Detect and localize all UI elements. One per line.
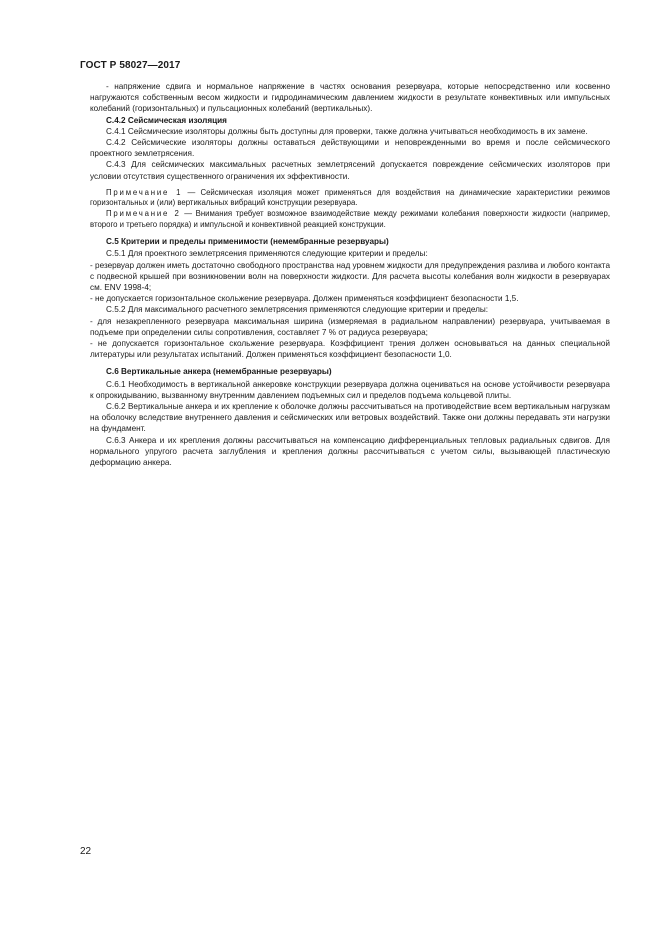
section-heading-c5: С.5 Критерии и пределы применимости (немембранные резервуары) (106, 237, 389, 247)
page-number: 22 (80, 846, 92, 857)
paragraph-c422: С.4.2 Сейсмические изоляторы должны оставаться действующими и неповрежденными во время и после сейсмического проектного землетрясения. (90, 138, 610, 159)
paragraph-c51-item-a: - резервуар должен иметь достаточно свободного пространства над уровнем жидкости для предупреждения разлива и любого контакта с подвесной крышей при возникновении волн на поверхности жидкости. Для расчета высоты колебания волн жидкости в резервуарах см. ENV 1998-4; (90, 260, 610, 293)
paragraph-c52-item-b: - не допускается горизонтальное скольжение резервуара. Коэффициент трения должен основываться на данных специальной литературы или результатах испытаний. Должен применяться коэффициент безопасности 1,0. (90, 339, 610, 360)
paragraph-c421: С.4.1 Сейсмические изоляторы должны быть доступны для проверки, также должна учитываться необходимость в их замене. (106, 126, 588, 136)
paragraph-c51-item-b: - не допускается горизонтальное скольжение резервуара. Должен применяться коэффициент безопасности 1,5. (90, 294, 519, 304)
note-1-label: Примечание 1 (106, 187, 183, 197)
note-1-text: — Сейсмическая изоляция может применяться для воздействия на динамические характеристики режимов горизонтальных и (или) вертикальных вибраций конструкции резервуара. (90, 187, 610, 208)
paragraph-c51: С.5.1 Для проектного землетрясения применяются следующие критерии и пределы: (106, 249, 428, 259)
section-heading-c6: С.6 Вертикальные анкера (немембранные резервуары) (106, 367, 332, 377)
paragraph-intro: - напряжение сдвига и нормальное напряжение в частях основания резервуара, которые непосредственно или косвенно нагружаются собственным весом жидкости и гидродинамическим давлением жидкости в результате конвективных или импульсных колебаний (горизонтальных) и пульсационных колебаний (вертикальных). (90, 82, 610, 114)
note-2-text: — Внимания требует возможное взаимодействие между режимами колебания поверхности жидкости (например, второго и третьего порядка) и импульсной и конвективной реакцией конструкции. (90, 209, 610, 229)
paragraph-c52-item-a: - для незакрепленного резервуара максимальная ширина (измеряемая в радиальном направлении) резервуара, учитываемая в подъеме при определении силы сопротивления, составляет 7 % от радиуса резервуара; (90, 316, 610, 337)
note-2-label: Примечание 2 (106, 209, 181, 219)
document-body (90, 81, 610, 468)
note-2 (90, 209, 610, 230)
paragraph-c423: С.4.3 Для сейсмических максимальных расчетных землетрясений допускается повреждение сейсмических изоляторов при условии отсутствия существенного ограничения их эффективности. (90, 160, 610, 181)
paragraph-c52: С.5.2 Для максимального расчетного землетрясения применяются следующие критерии и пределы: (106, 305, 489, 315)
paragraph-c63: С.6.3 Анкера и их крепления должны рассчитываться на компенсацию дифференциальных тепловых радиальных сдвигов. Для нормального упругого расчета заглубления и крепления должны рассчитываться с учетом силы, вызывающей пластическую деформацию анкера. (90, 435, 610, 468)
paragraph-c62: С.6.2 Вертикальные анкера и их крепление к оболочке должны рассчитываться на противодействие всем вертикальным нагрузкам на оболочку вследствие внутреннего давления и сейсмических или ветровых воздействий. Также они должны передавать эти нагрузки на фундамент. (90, 402, 610, 434)
document-header: ГОСТ Р 58027—2017 (80, 60, 181, 71)
note-1 (90, 188, 610, 209)
subsection-heading-c42: С.4.2 Сейсмическая изоляция (106, 115, 227, 125)
paragraph-c61: С.6.1 Необходимость в вертикальной анкеровке конструкции резервуара должна оцениваться на основе устойчивости резервуара к опрокидыванию, вызванному внутренним давлением подъемных сил и пределов подъема кольцевой плиты. (90, 379, 610, 400)
